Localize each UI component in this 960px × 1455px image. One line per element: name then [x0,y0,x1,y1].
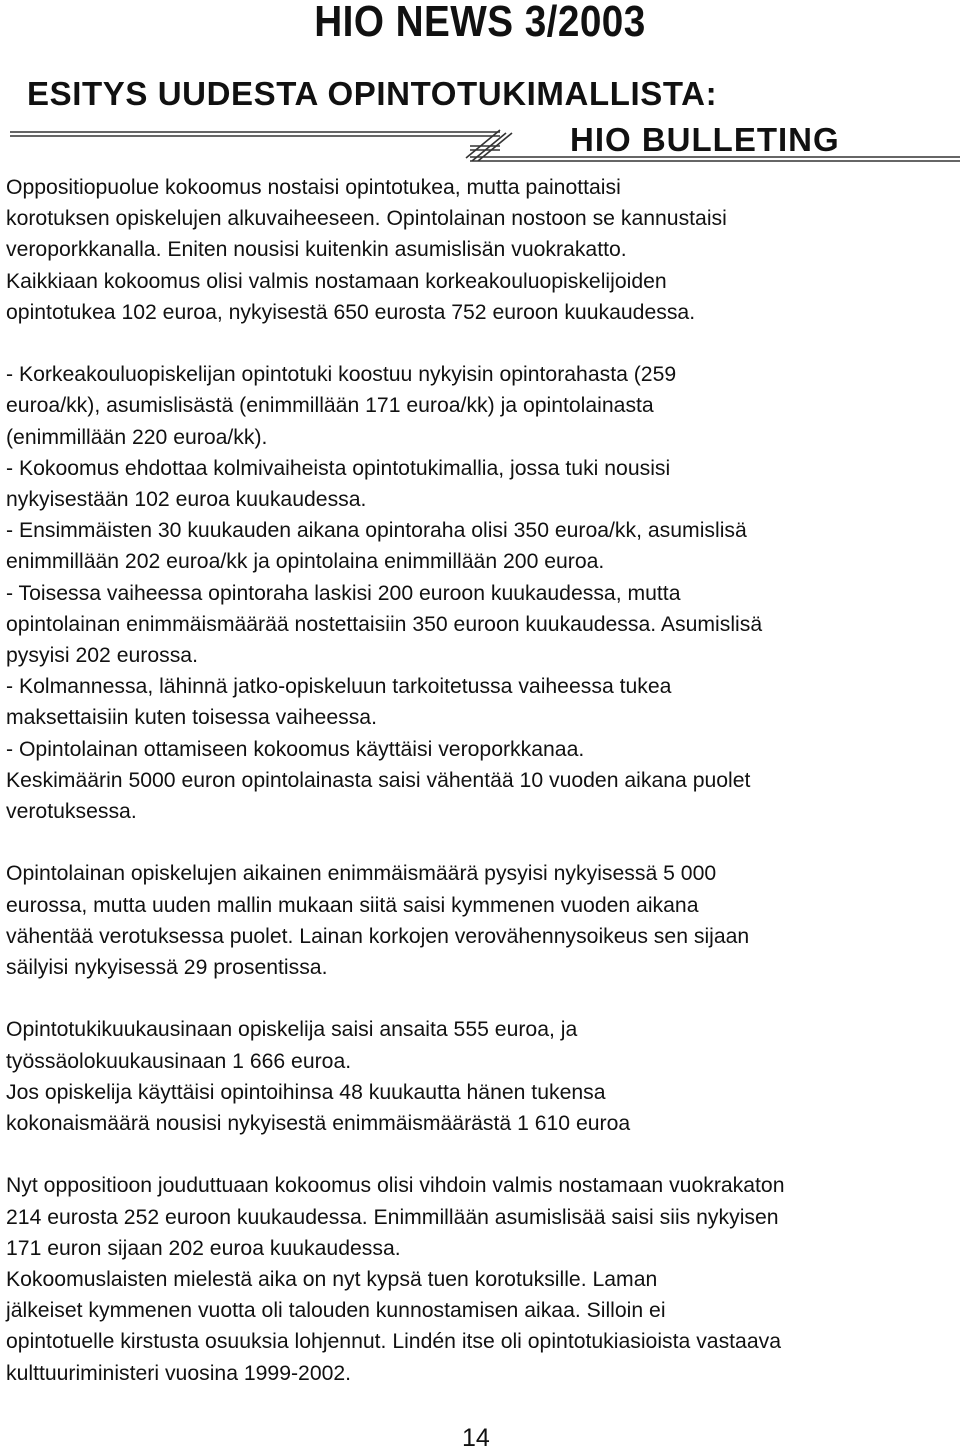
body-line: opintolainan enimmäismäärää nostettaisiin 350 euroon kuukaudessa. Asumislisä [6,612,763,636]
body-line: Kaikkiaan kokoomus olisi valmis nostamaan korkeakouluopiskelijoiden [6,269,667,293]
body-line: työssäolokuukausinaan 1 666 euroa. [6,1049,352,1073]
body-line: Opintolainan opiskelujen aikainen enimmäismäärä pysyisi nykyisessä 5 000 [6,862,717,886]
body-line: Opintotukikuukausinaan opiskelija saisi ansaita 555 euroa, ja [6,1018,578,1042]
body-line: vähentää verotuksessa puolet. Lainan korkojen verovähennysoikeus sen sijaan [6,924,750,948]
body-line: opintotukea 102 euroa, nykyisestä 650 eurosta 752 euroon kuukaudessa. [6,300,696,324]
body-line: Nyt oppositioon jouduttuaan kokoomus olisi vihdoin valmis nostamaan vuokrakaton [6,1174,785,1198]
body-line: - Toisessa vaiheessa opintoraha laskisi 200 euroon kuukaudessa, mutta [6,581,681,605]
body-line: 214 eurosta 252 euroon kuukaudessa. Enimmillään asumislisää saisi siis nykyisen [6,1205,779,1229]
body-line: kulttuuriministeri vuosina 1999-2002. [6,1361,352,1385]
body-line: 171 euron sijaan 202 euroa kuukaudessa. [6,1236,401,1260]
body-line: opintotuelle kirstusta osuuksia lohjennut. Lindén itse oli opintotukiasioista vastaava [6,1330,781,1354]
article-headline-line1: ESITYS UUDESTA OPINTOTUKIMALLISTA: [27,75,718,112]
masthead-title: HIO NEWS 3/2003 [314,0,646,46]
body-line: säilyisi nykyisessä 29 prosentissa. [6,956,328,980]
body-line: Keskimäärin 5000 euron opintolainasta saisi vähentää 10 vuoden aikana puolet [6,768,751,792]
body-line: - Korkeakouluopiskelijan opintotuki koostuu nykyisin opintorahasta (259 [6,363,677,387]
body-line: Kokoomuslaisten mielestä aika on nyt kypsä tuen korotuksille. Laman [6,1268,658,1292]
page-number: 14 [462,1424,490,1452]
body-line: (enimmillään 220 euroa/kk). [6,425,268,449]
body-line: Oppositiopuolue kokoomus nostaisi opintotukea, mutta painottaisi [6,176,621,199]
paragraph-gap [6,827,956,858]
body-line: enimmillään 202 euroa/kk ja opintolaina enimmillään 200 euroa. [6,550,605,574]
body-line: verotuksessa. [6,800,137,824]
body-line: eurossa, mutta uuden mallin mukaan siitä saisi kymmenen vuoden aikana [6,893,699,917]
body-line: korotuksen opiskelujen alkuvaiheeseen. Opintolainan nostoon se kannustaisi [6,207,727,231]
body-line: Jos opiskelija käyttäisi opintoihinsa 48 kuukautta hänen tukensa [6,1080,606,1104]
article-body [6,172,956,1389]
body-line: jälkeiset kymmenen vuotta oli talouden kunnostamisen aikaa. Silloin ei [6,1299,666,1323]
body-line: kokonaismäärä nousisi nykyisestä enimmäismäärästä 1 610 euroa [6,1112,631,1136]
body-line: euroa/kk), asumislisästä (enimmillään 171 euroa/kk) ja opintolainasta [6,394,654,418]
article-headline-line2: HIO BULLETING [570,121,840,158]
body-line: veroporkkanalla. Eniten nousisi kuitenkin asumislisän vuokrakatto. [6,238,627,262]
body-line: pysyisi 202 eurossa. [6,644,198,668]
paragraph-gap [6,1139,956,1170]
paragraph-gap [6,983,956,1014]
body-line: maksettaisiin kuten toisessa vaiheessa. [6,706,377,730]
paragraph-gap [6,328,956,359]
body-line: - Kokoomus ehdottaa kolmivaiheista opintotukimallia, jossa tuki nousisi [6,456,671,480]
body-line: - Kolmannessa, lähinnä jatko-opiskeluun tarkoitetussa vaiheessa tukea [6,675,672,699]
body-line: - Opintolainan ottamiseen kokoomus käyttäisi veroporkkanaa. [6,737,585,761]
body-line: nykyisestään 102 euroa kuukaudessa. [6,488,367,512]
body-line: - Ensimmäisten 30 kuukauden aikana opintoraha olisi 350 euroa/kk, asumislisä [6,519,747,543]
